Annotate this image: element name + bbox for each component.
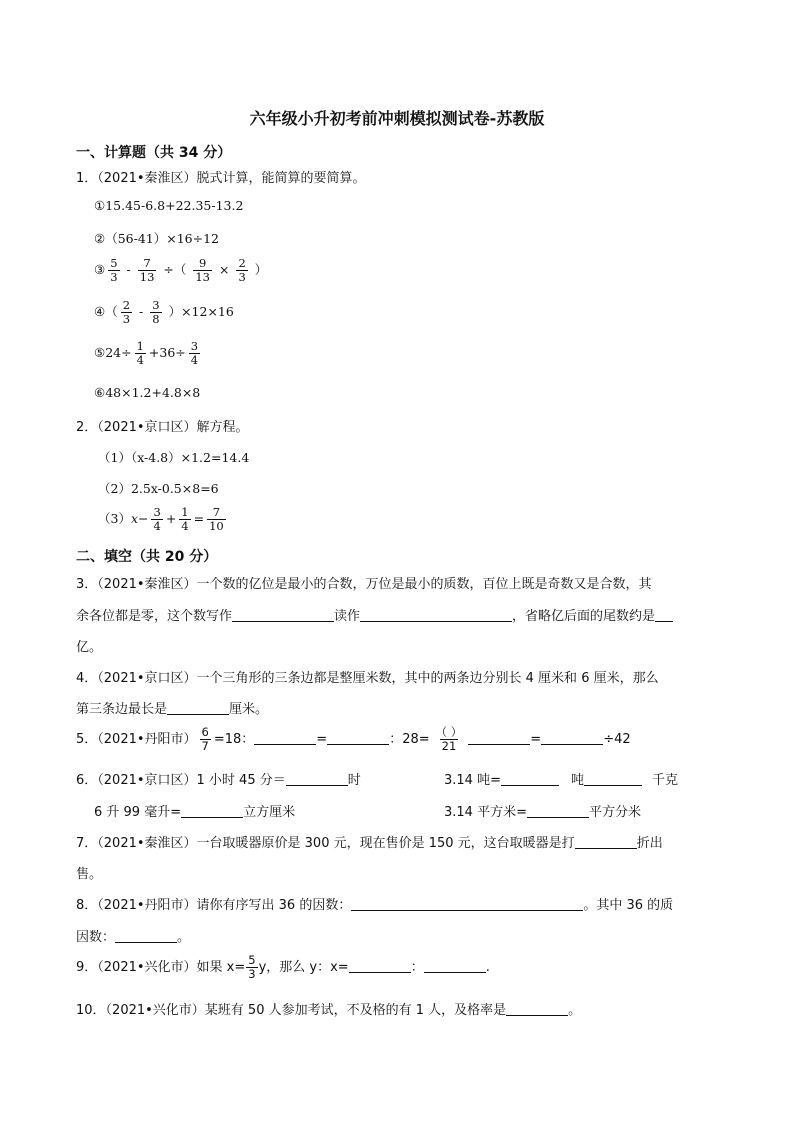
answer-blank[interactable] (584, 771, 642, 786)
denominator: 3 (248, 967, 256, 981)
denominator: 8 (152, 312, 160, 326)
denominator: 7 (201, 739, 209, 753)
text: 千克 (652, 773, 679, 788)
text: 6 升 99 毫升= (94, 805, 182, 820)
answer-blank[interactable] (232, 607, 334, 622)
text: 。 (177, 930, 191, 945)
text: 9．（2021•兴化市）如果 x= (76, 960, 246, 975)
q2-equation-1: （1）（x-4.8）×1.2=14.4 (98, 450, 250, 465)
operator: - (126, 262, 131, 277)
text: 折出 (636, 836, 663, 851)
answer-blank[interactable] (468, 730, 530, 745)
numerator: 1 (181, 505, 189, 519)
q1-item-6: ⑥48×1.2+4.8×8 (94, 385, 201, 400)
answer-blank[interactable] (541, 730, 603, 745)
question-8-line-1 (76, 894, 673, 913)
text: 7．（2021•秦淮区）一台取暖器原价是 300 元，现在售价是 150 元，这台取暖器是打 (76, 836, 575, 851)
question-2-stem: 2．（2021•京口区）解方程。 (76, 420, 249, 435)
text: 5．（2021•丹阳市） (76, 732, 197, 747)
answer-blank[interactable] (349, 958, 411, 973)
item-marker: ④（ (94, 304, 118, 319)
fraction (189, 340, 200, 367)
text: 8．（2021•丹阳市）请你有序写出 36 的因数： (76, 898, 352, 913)
answer-blank[interactable] (527, 803, 589, 818)
text: 3.14 平方米= (444, 805, 527, 820)
fraction (200, 726, 211, 753)
answer-blank[interactable] (167, 700, 229, 715)
denominator: 13 (139, 270, 155, 284)
question-3-line-2 (76, 605, 673, 624)
operator: = (193, 511, 205, 526)
question-10 (76, 999, 581, 1018)
fraction (135, 340, 146, 367)
text: y，那么 y：x= (258, 960, 349, 975)
text: 时 (347, 773, 361, 788)
answer-blank[interactable] (181, 803, 243, 818)
text: 。其中 36 的质 (583, 898, 674, 913)
denominator: 10 (209, 519, 224, 533)
fraction (138, 257, 157, 284)
answer-blank[interactable] (327, 730, 389, 745)
denominator: 21 (441, 739, 457, 753)
answer-blank[interactable] (351, 896, 583, 911)
fraction (150, 299, 161, 326)
text: ，省略亿后面的尾数约是 (512, 609, 656, 624)
operator: + (165, 511, 177, 526)
question-6-line-1 (76, 769, 361, 788)
text: 10．（2021•兴化市）某班有 50 人参加考试，不及格的有 1 人，及格率是 (76, 1003, 507, 1018)
text: ：28= (389, 732, 430, 747)
numerator: 7 (212, 505, 221, 519)
text: = (316, 732, 328, 747)
numerator: 9 (199, 256, 207, 270)
question-1-stem: 1．（2021•秦淮区）脱式计算，能简算的要简算。 (76, 171, 366, 186)
numerator: 5 (110, 256, 118, 270)
question-3-line-3: 亿。 (76, 640, 103, 655)
numerator: （ ） (435, 725, 463, 739)
answer-blank[interactable] (506, 1001, 568, 1016)
text: 。 (568, 1003, 582, 1018)
text: 第三条边最长是 (76, 702, 168, 717)
denominator: 13 (195, 270, 210, 284)
text: 吨 (570, 773, 584, 788)
text: =18： (213, 732, 255, 747)
denominator: 3 (238, 270, 246, 284)
answer-blank[interactable] (115, 928, 177, 943)
q1-item-5 (94, 340, 203, 367)
item-marker: ③ (94, 262, 106, 277)
section-heading-calculation: 一、计算题（共 34 分） (76, 145, 232, 161)
operator: ）×12×16 (168, 304, 234, 319)
q1-item-1: ①15.45-6.8+22.35-13.2 (94, 198, 244, 213)
q1-item-4 (94, 299, 234, 326)
numerator: 6 (201, 725, 209, 739)
page-title: 六年级小升初考前冲刺模拟测试卷-苏教版 (249, 109, 545, 128)
operator: - (139, 304, 144, 319)
question-3-line-1: 3．（2021•秦淮区）一个数的亿位是最小的合数，万位是最小的质数，百位上既是奇数又是合数，其 (76, 577, 652, 592)
section-heading-fill-in: 二、填空（共 20 分） (76, 549, 218, 565)
denominator: 3 (122, 312, 131, 326)
item-marker: （3） (98, 511, 131, 526)
numerator: 3 (152, 298, 160, 312)
answer-blank[interactable] (575, 834, 637, 849)
answer-blank[interactable] (360, 607, 512, 622)
text: 3.14 吨= (444, 773, 501, 788)
text: 平方分米 (588, 805, 641, 820)
answer-blank[interactable] (655, 607, 673, 622)
text: ÷42 (603, 732, 631, 747)
denominator: 3 (110, 270, 118, 284)
question-6-right-1 (444, 769, 678, 788)
answer-blank[interactable] (254, 730, 316, 745)
item-marker: ⑤24÷ (94, 345, 132, 360)
numerator: 5 (248, 953, 256, 967)
fraction (207, 506, 226, 533)
fraction (179, 506, 190, 533)
operator: ） (254, 262, 268, 277)
question-6-line-2 (94, 801, 295, 820)
operator: ÷（ (163, 262, 187, 277)
question-5 (76, 726, 631, 753)
question-4-line-2 (76, 698, 268, 717)
fraction (108, 257, 119, 284)
text: . (485, 960, 490, 975)
q2-equation-2: （2）2.5x-0.5×8=6 (98, 481, 219, 496)
text: 因数： (76, 930, 116, 945)
denominator: 4 (181, 519, 189, 533)
fraction (193, 257, 212, 284)
numerator: 3 (190, 339, 199, 353)
denominator: 4 (136, 353, 144, 367)
q2-equation-3 (98, 506, 229, 533)
text: 6．（2021•京口区）1 小时 45 分＝ (76, 773, 286, 788)
answer-blank[interactable] (286, 771, 348, 786)
q1-item-2: ②（56-41）×16÷12 (94, 231, 220, 246)
variable: x− (130, 511, 149, 526)
numerator: 2 (122, 298, 131, 312)
question-6-right-2 (444, 801, 641, 820)
question-7-line-1 (76, 832, 663, 851)
answer-blank[interactable] (424, 958, 486, 973)
numerator: 1 (136, 339, 144, 353)
fraction (246, 954, 257, 981)
operator: +36÷ (148, 345, 186, 360)
numerator: 3 (153, 505, 161, 519)
operator: × (218, 262, 230, 277)
text: = (530, 732, 542, 747)
numerator: 2 (238, 256, 246, 270)
numerator: 7 (143, 256, 151, 270)
text: 厘米。 (229, 702, 269, 717)
text: ： (410, 960, 424, 975)
question-9 (76, 954, 490, 981)
q1-item-3 (94, 257, 267, 284)
fraction (151, 506, 162, 533)
fraction (236, 257, 247, 284)
text: 立方厘米 (243, 805, 296, 820)
denominator: 4 (153, 519, 161, 533)
text: 读作 (334, 609, 361, 624)
denominator: 4 (190, 353, 199, 367)
text: 余各位都是零，这个数写作 (76, 609, 233, 624)
fraction (434, 726, 465, 753)
question-7-line-2: 售。 (76, 867, 103, 882)
question-4-line-1: 4．（2021•京口区）一个三角形的三条边都是整厘米数，其中的两条边分别长 4 厘米和 6 厘米，那么 (76, 671, 659, 686)
answer-blank[interactable] (501, 771, 559, 786)
question-8-line-2 (76, 926, 190, 945)
fraction (121, 299, 132, 326)
